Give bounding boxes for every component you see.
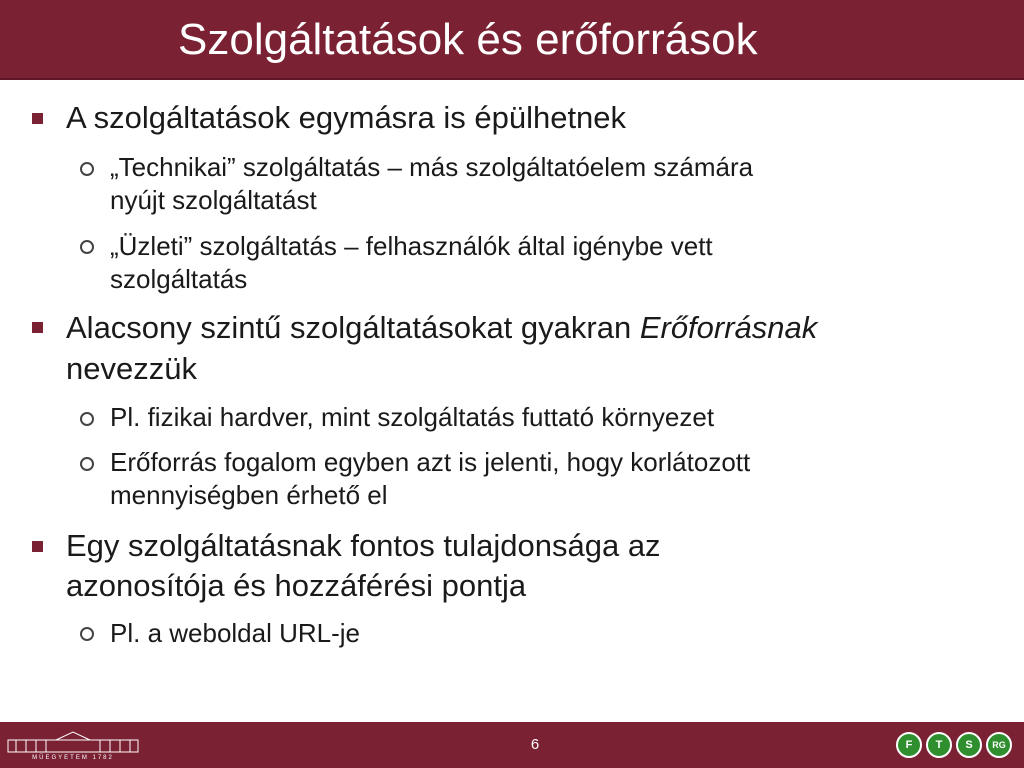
rg-badge-icon: RG: [986, 732, 1012, 758]
bullet-2-text-plain: Alacsony szintű szolgáltatásokat gyakran: [66, 310, 640, 345]
bullet-2-sub-2-line-1: Erőforrás fogalom egyben azt is jelenti, hogy korlátozott: [110, 447, 751, 477]
ftsrg-logo: [896, 732, 1016, 758]
bullet-2-line-2: nevezzük: [66, 351, 197, 386]
university-building-logo: [6, 730, 140, 760]
square-bullet-icon: [32, 541, 43, 552]
bullet-3-line-1: Egy szolgáltatásnak fontos tulajdonsága az: [66, 528, 661, 563]
f-badge-icon: F: [896, 732, 922, 758]
bullet-1-sub-1-line-2: nyújt szolgáltatást: [110, 185, 317, 215]
bullet-2-text-italic: Erőforrásnak: [639, 310, 818, 345]
bullet-2-sub-1-line-1: Pl. fizikai hardver, mint szolgáltatás futtató környezet: [110, 402, 715, 432]
circle-bullet-icon: [80, 240, 94, 254]
circle-bullet-icon: [80, 627, 94, 641]
bullet-1-sub-2-line-2: szolgáltatás: [110, 264, 248, 294]
bullet-3-line-2: azonosítója és hozzáférési pontja: [66, 568, 527, 603]
footer-bar: [0, 722, 1024, 768]
circle-bullet-icon: [80, 457, 94, 471]
logo-caption: MŰEGYETEM 1782: [32, 755, 114, 760]
bullet-1-sub-2-line-1: „Üzleti” szolgáltatás – felhasználók által igénybe vett: [110, 231, 713, 261]
page-number: 6: [530, 736, 540, 753]
bullet-1-sub-1-line-1: „Technikai” szolgáltatás – más szolgáltatóelem számára: [110, 152, 754, 182]
slide-title: Szolgáltatások és erőforrások: [178, 15, 758, 64]
circle-bullet-icon: [80, 162, 94, 176]
bullet-1-text: A szolgáltatások egymásra is épülhetnek: [66, 100, 627, 135]
square-bullet-icon: [32, 113, 43, 124]
s-badge-icon: S: [956, 732, 982, 758]
bullet-2-sub-2-line-2: mennyiségben érhető el: [110, 480, 388, 510]
circle-bullet-icon: [80, 412, 94, 426]
bullet-3-sub-1-line-1: Pl. a weboldal URL-je: [110, 618, 361, 648]
bullet-2-line-1: [66, 309, 817, 347]
square-bullet-icon: [32, 322, 43, 333]
t-badge-icon: T: [926, 732, 952, 758]
